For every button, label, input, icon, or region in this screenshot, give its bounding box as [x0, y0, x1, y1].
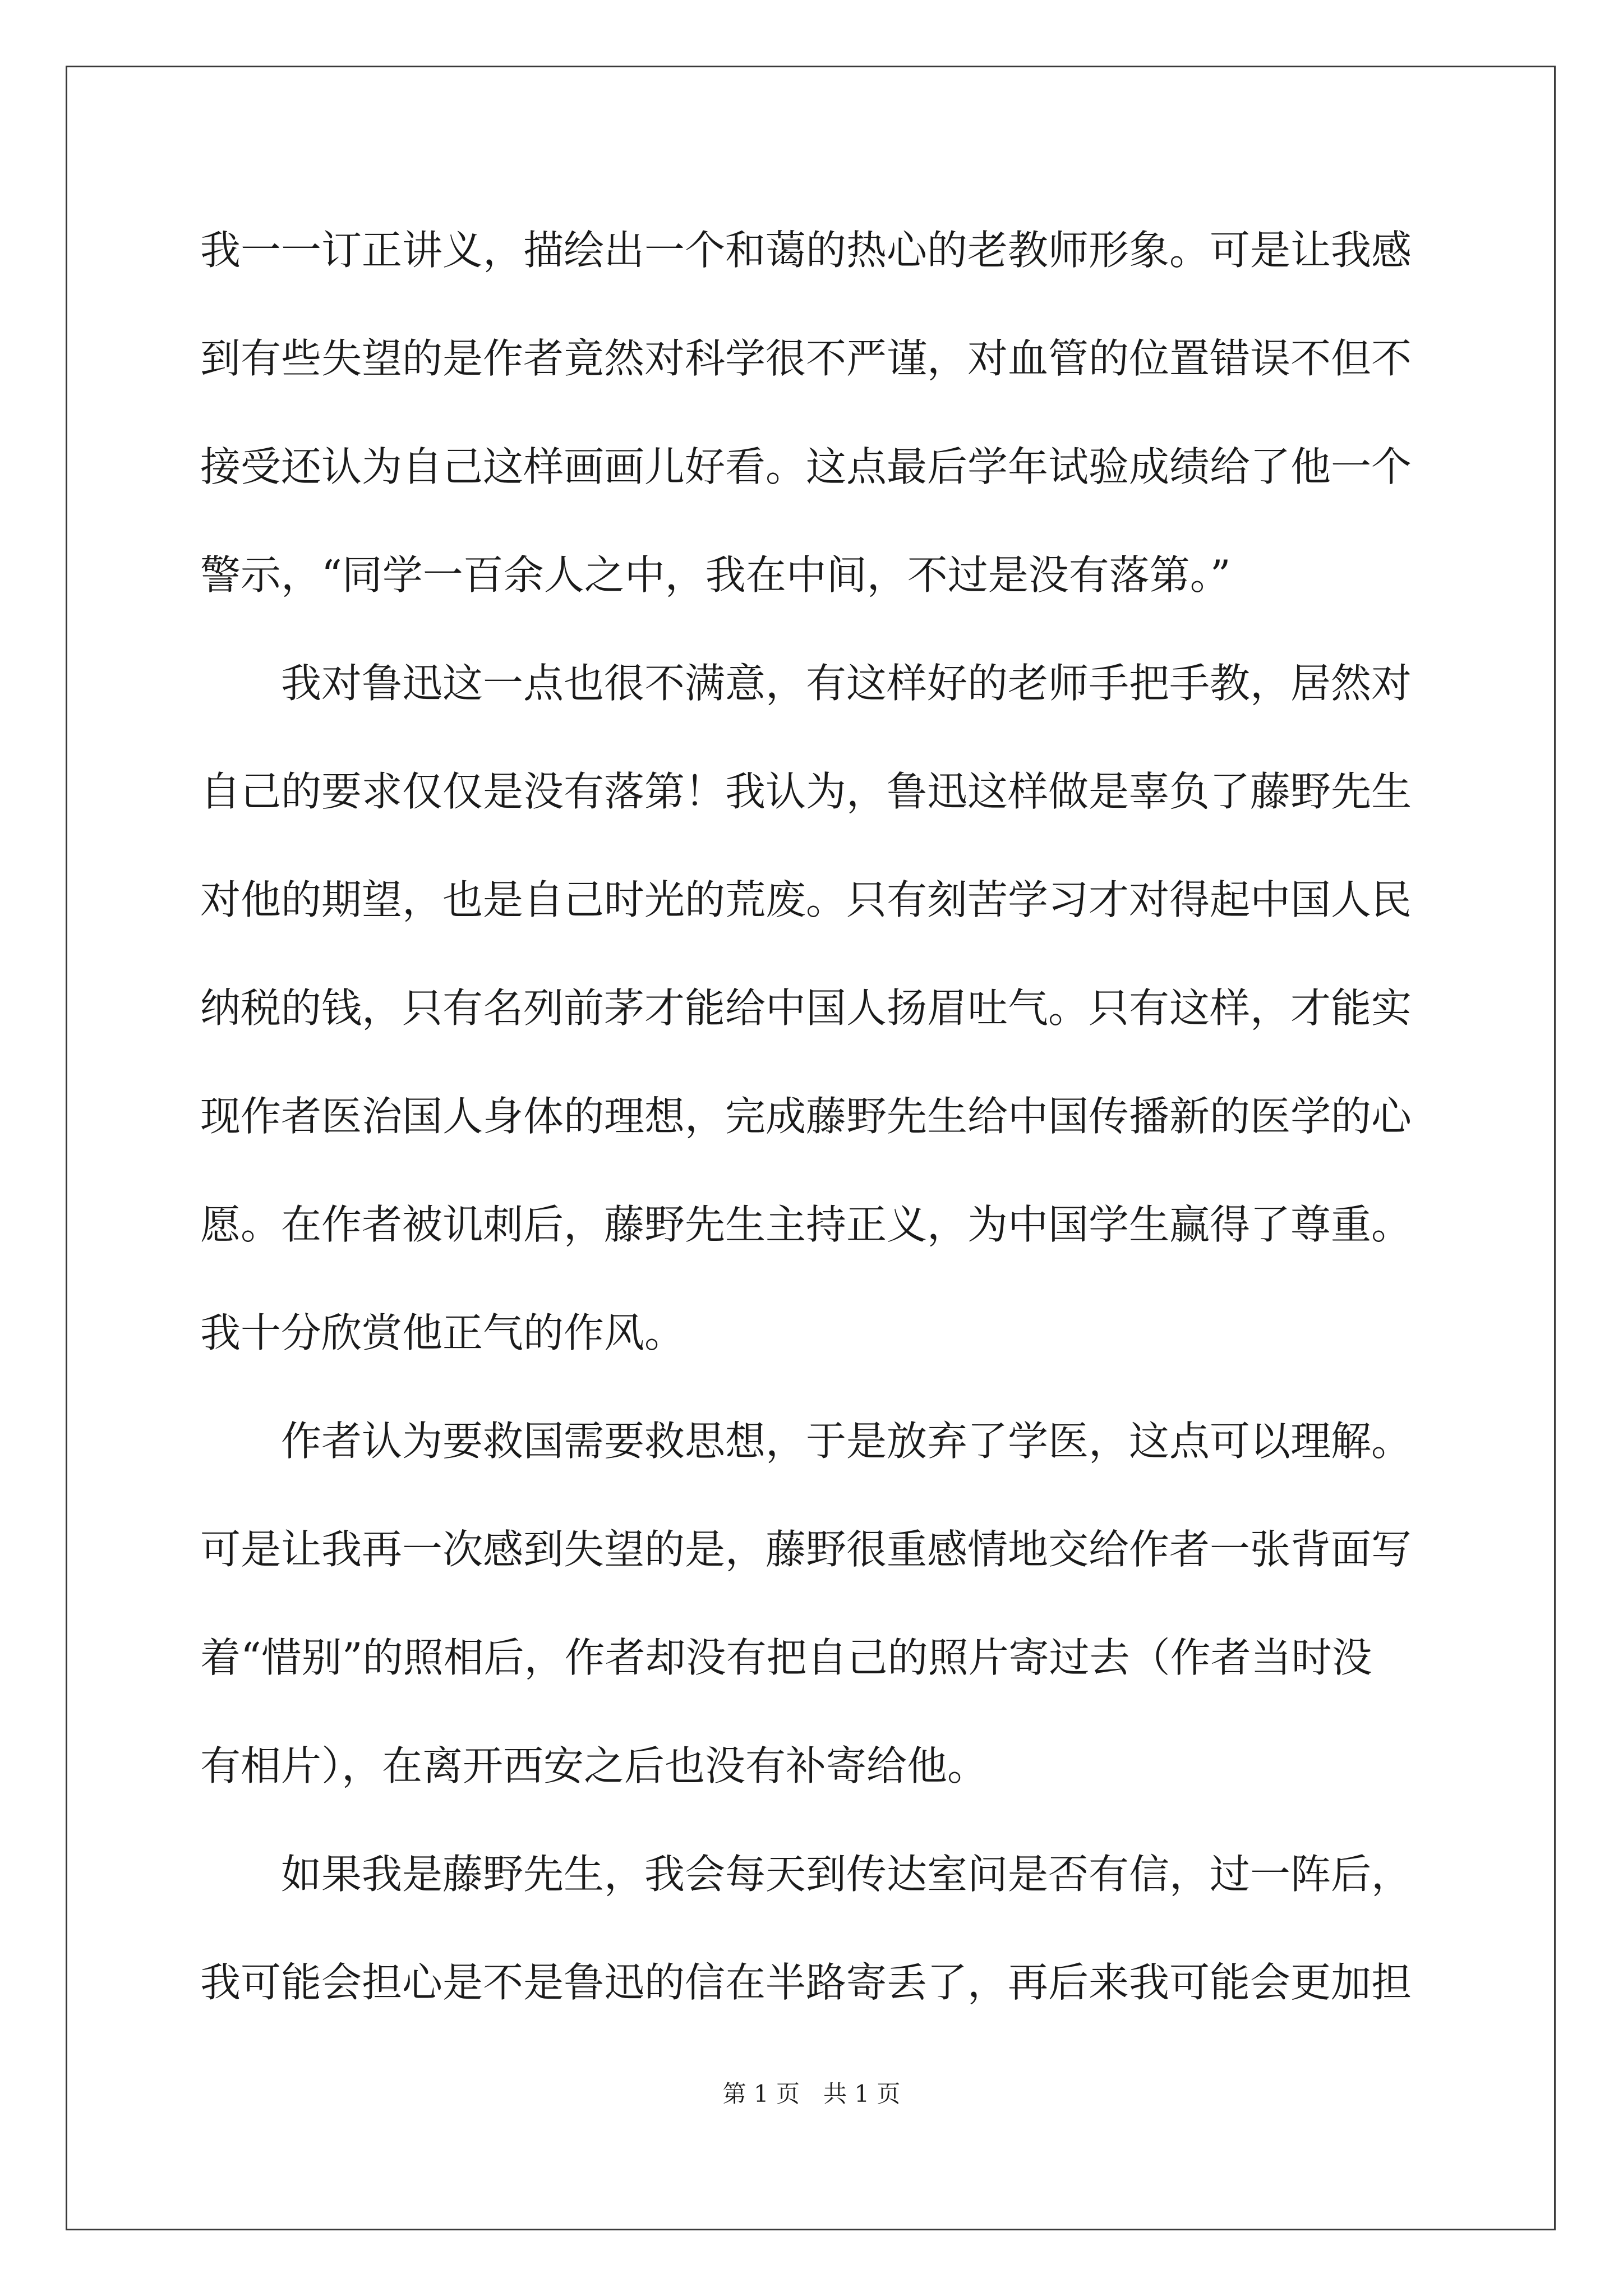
- text-line: 我对鲁迅这一点也很不满意，有这样好的老师手把手教，居然对: [281, 660, 1412, 707]
- text-line: 我可能会担心是不是鲁迅的信在半路寄丢了，再后来我可能会更加担: [200, 1959, 1412, 2006]
- text-line: 作者认为要救国需要救思想，于是放弃了学医，这点可以理解。: [281, 1418, 1412, 1465]
- text-line: 有相片），在离开西安之后也没有补寄给他。: [200, 1742, 988, 1789]
- text-line: 对他的期望，也是自己时光的荒废。只有刻苦学习才对得起中国人民: [200, 876, 1412, 923]
- text-line: 到有些失望的是作者竟然对科学很不严谨，对血管的位置错误不但不: [200, 335, 1412, 382]
- text-line: 自己的要求仅仅是没有落第！我认为，鲁迅这样做是辜负了藤野先生: [200, 768, 1412, 815]
- text-line: 接受还认为自己这样画画儿好看。这点最后学年试验成绩给了他一个: [200, 443, 1412, 490]
- text-line: 可是让我再一次感到失望的是，藤野很重感情地交给作者一张背面写: [200, 1526, 1412, 1573]
- text-line: 纳税的钱，只有名列前茅才能给中国人扬眉吐气。只有这样，才能实: [200, 984, 1412, 1032]
- page-number-footer: 第 1 页 共 1 页: [722, 2080, 901, 2108]
- text-line: 我十分欣赏他正气的作风。: [200, 1309, 685, 1356]
- page-border: [66, 66, 1556, 2230]
- text-line: 警示，“同学一百余人之中，我在中间，不过是没有落第。”: [200, 551, 1231, 599]
- text-line: 现作者医治国人身体的理想，完成藤野先生给中国传播新的医学的心: [200, 1093, 1412, 1140]
- text-line: 我一一订正讲义，描绘出一个和蔼的热心的老教师形象。可是让我感: [200, 227, 1412, 274]
- text-line: 如果我是藤野先生，我会每天到传达室问是否有信，过一阵后，: [281, 1851, 1412, 1898]
- text-line: 愿。在作者被讥刺后，藤野先生主持正义，为中国学生赢得了尊重。: [200, 1201, 1412, 1248]
- text-line: 着“惜别”的照相后，作者却没有把自己的照片寄过去（作者当时没: [200, 1634, 1372, 1681]
